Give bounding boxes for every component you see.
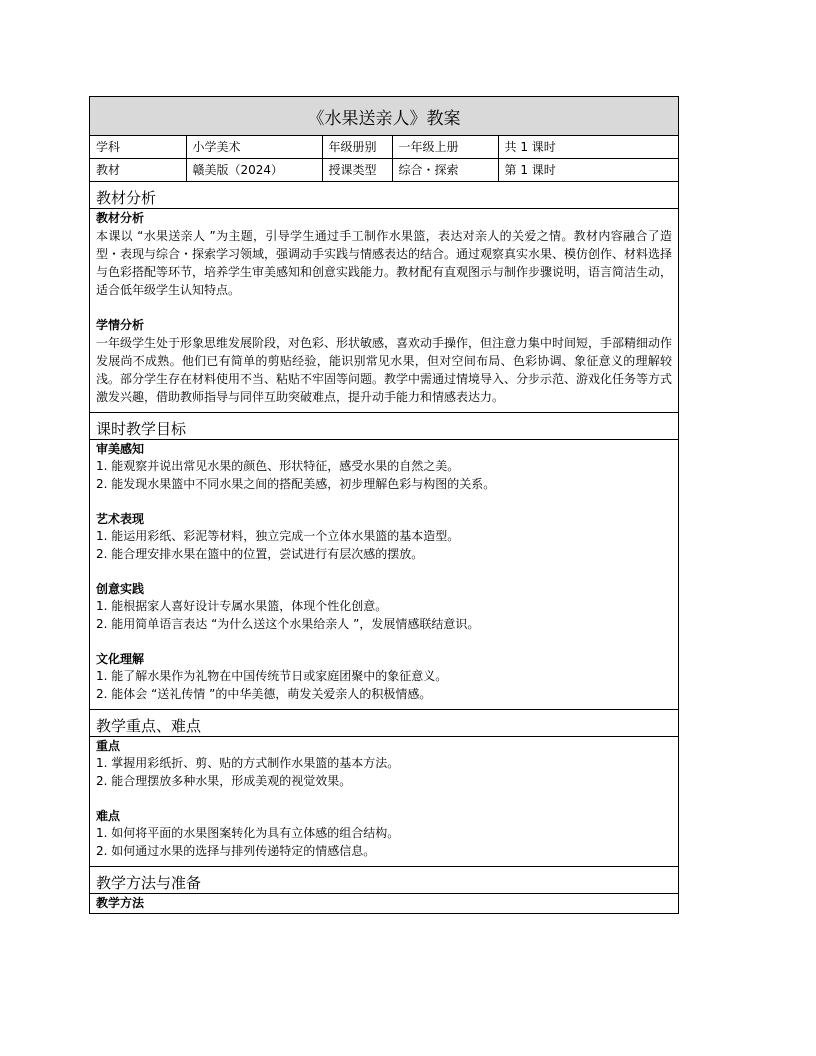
info-cell: 教材 bbox=[90, 159, 186, 182]
subheading: 难点 bbox=[96, 809, 121, 823]
section-heading: 教学方法与准备 bbox=[90, 867, 678, 894]
info-cell: 一年级上册 bbox=[392, 136, 498, 159]
section-methods bbox=[90, 866, 678, 913]
info-table bbox=[90, 136, 678, 182]
info-row bbox=[90, 136, 678, 159]
info-cell: 小学美术 bbox=[186, 136, 322, 159]
section-heading: 教材分析 bbox=[90, 182, 678, 209]
list-item: 1. 能根据家人喜好设计专属水果篮，体现个性化创意。 bbox=[96, 599, 388, 613]
subheading: 教学方法 bbox=[96, 896, 145, 910]
subheading: 审美感知 bbox=[96, 442, 145, 456]
subheading: 文化理解 bbox=[96, 652, 145, 666]
subheading: 重点 bbox=[96, 739, 121, 753]
subheading: 教材分析 bbox=[96, 211, 145, 225]
section-key-points bbox=[90, 709, 678, 866]
info-cell: 第 1 课时 bbox=[498, 159, 678, 182]
list-item: 1. 如何将平面的水果图案转化为具有立体感的组合结构。 bbox=[96, 826, 400, 840]
list-item: 2. 如何通过水果的选择与排列传递特定的情感信息。 bbox=[96, 843, 376, 858]
paragraph: 本课以 “水果送亲人 ”为主题，引导学生通过手工制作水果篮，表达对亲人的关爱之情。教材内容融合了造型・表现与综合・探索学习领域，强调动手实践与情感表达的结合。通过观察真实水果、模仿创作、材料选择与色彩搭配等环节，培养学生审美感知和创意实践能力。教材配有直观图示与制作步骤说明，语言简洁生动，适合低年级学生认知特点。 bbox=[96, 229, 673, 297]
info-cell: 学科 bbox=[90, 136, 186, 159]
paragraph: 一年级学生处于形象思维发展阶段，对色彩、形状敏感，喜欢动手操作，但注意力集中时间短，手部精细动作发展尚不成熟。他们已有简单的剪贴经验，能识别常见水果，但对空间布局、色彩协调、象征意义的理解较浅。部分学生存在材料使用不当、粘贴不牢固等问题。教学中需通过情境导入、分步示范、游戏化任务等方式激发兴趣，借助教师指导与同伴互助突破难点，提升动手能力和情感表达力。 bbox=[96, 336, 673, 404]
info-cell: 赣美版（2024） bbox=[186, 159, 322, 182]
list-item: 2. 能合理安排水果在篮中的位置，尝试进行有层次感的摆放。 bbox=[96, 546, 424, 561]
subheading: 学情分析 bbox=[96, 318, 145, 332]
info-cell: 年级册别 bbox=[322, 136, 392, 159]
list-item: 2. 能合理摆放多种水果，形成美观的视觉效果。 bbox=[96, 773, 352, 788]
list-item: 2. 能体会 “送礼传情 ”的中华美德，萌发关爱亲人的积极情感。 bbox=[96, 686, 432, 701]
info-cell: 共 1 课时 bbox=[498, 136, 678, 159]
info-row bbox=[90, 159, 678, 182]
list-item: 1. 掌握用彩纸折、剪、贴的方式制作水果篮的基本方法。 bbox=[96, 756, 400, 770]
list-item: 1. 能观察并说出常见水果的颜色、形状特征，感受水果的自然之美。 bbox=[96, 459, 460, 473]
subheading: 艺术表现 bbox=[96, 512, 145, 526]
list-item: 2. 能发现水果篮中不同水果之间的搭配美感，初步理解色彩与构图的关系。 bbox=[96, 476, 496, 491]
list-item: 2. 能用简单语言表达 “为什么送这个水果给亲人 ”，发展情感联结意识。 bbox=[96, 616, 480, 631]
section-objectives bbox=[90, 412, 678, 709]
section-textbook-analysis bbox=[90, 182, 678, 412]
list-item: 1. 能运用彩纸、彩泥等材料，独立完成一个立体水果篮的基本造型。 bbox=[96, 529, 460, 543]
info-cell: 综合・探索 bbox=[392, 159, 498, 182]
subheading: 创意实践 bbox=[96, 582, 145, 596]
lesson-plan-document bbox=[89, 96, 679, 914]
section-heading: 课时教学目标 bbox=[90, 413, 678, 440]
info-cell: 授课类型 bbox=[322, 159, 392, 182]
section-heading: 教学重点、难点 bbox=[90, 710, 678, 737]
document-title: 《水果送亲人》教案 bbox=[90, 97, 678, 136]
list-item: 1. 能了解水果作为礼物在中国传统节日或家庭团聚中的象征意义。 bbox=[96, 669, 448, 683]
